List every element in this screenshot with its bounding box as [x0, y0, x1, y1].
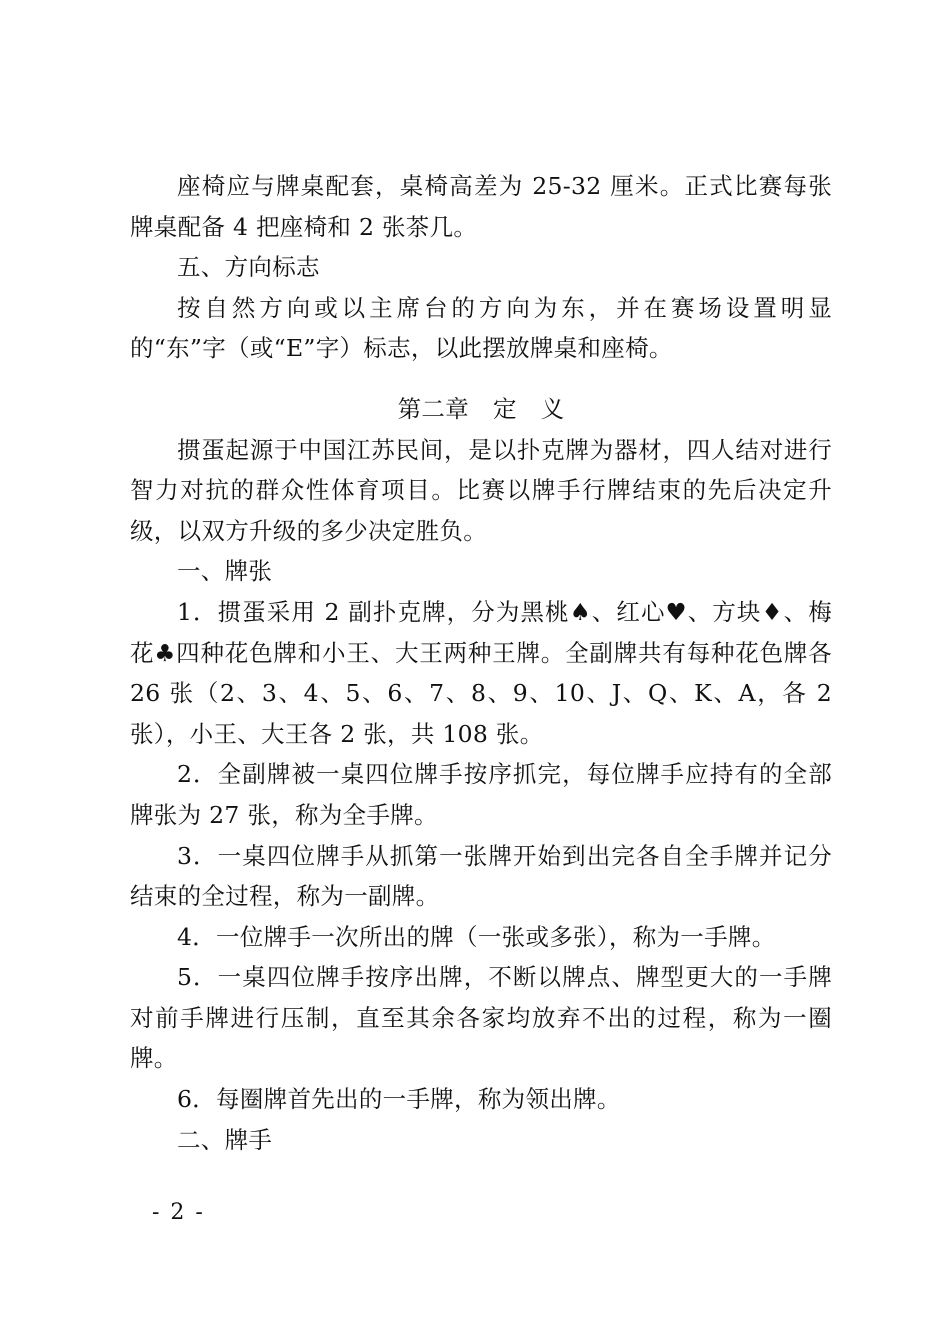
chapter-name: 定 义 [493, 394, 565, 423]
clause-5-one-round: 5．一桌四位牌手按序出牌，不断以牌点、牌型更大的一手牌对前手牌进行压制，直至其余各家均放弃不出的过程，称为一圈牌。 [130, 963, 832, 1073]
clause-6-lead: 6．每圈牌首先出的一手牌，称为领出牌。 [177, 1085, 621, 1114]
paragraph-guandan-origin: 掼蛋起源于中国江苏民间，是以扑克牌为器材，四人结对进行智力对抗的群众性体育项目。比赛以牌手行牌结束的先后决定升级，以双方升级的多少决定胜负。 [130, 435, 832, 545]
clause-1-decks: 1．掼蛋采用 2 副扑克牌，分为黑桃♠、红心♥、方块♦、梅花♣四种花色牌和小王、大王两种王牌。全副牌共有每种花色牌各 26 张（2、3、4、5、6、7、8、9、10、J、Q、K、A，各 2 张），小王、大王各 2 张，共 108 张。 [130, 597, 832, 748]
page-number: - 2 - [152, 1200, 205, 1225]
section-heading-players: 二、牌手 [177, 1125, 273, 1154]
clause-3-one-deal: 3．一桌四位牌手从抓第一张牌开始到出完各自全手牌并记分结束的全过程，称为一副牌。 [130, 841, 832, 911]
paragraph-direction-signs: 按自然方向或以主席台的方向为东，并在赛场设置明显的“东”字（或“E”字）标志，以此摆放牌桌和座椅。 [130, 293, 832, 363]
chapter-number: 第二章 [397, 394, 469, 423]
clause-4-one-play: 4．一位牌手一次所出的牌（一张或多张），称为一手牌。 [177, 922, 776, 951]
clause-2-full-hand: 2．全副牌被一桌四位牌手按序抓完，每位牌手应持有的全部牌张为 27 张，称为全手牌。 [130, 760, 832, 829]
chapter-title [130, 389, 832, 430]
section-heading-direction-signs: 五、方向标志 [177, 253, 320, 282]
document-page [130, 166, 832, 1160]
section-heading-cards: 一、牌张 [177, 557, 273, 586]
paragraph-seating: 座椅应与牌桌配套，桌椅高差为 25-32 厘米。正式比赛每张牌桌配备 4 把座椅和 2 张茶几。 [130, 172, 832, 241]
